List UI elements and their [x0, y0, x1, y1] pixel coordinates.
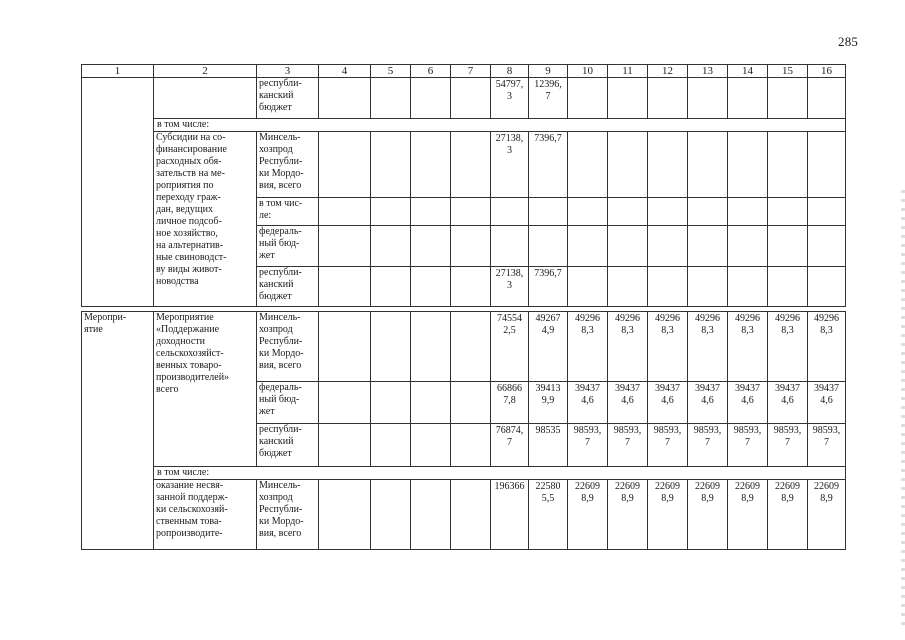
funding-source: Минсель- хозпрод Республи- ки Мордо- вия, всего — [257, 132, 319, 198]
table-row — [82, 132, 846, 198]
value-cell: 49296 8,3 — [608, 312, 648, 382]
value-cell: 49296 8,3 — [648, 312, 688, 382]
in-that-label: в том числе: — [154, 467, 846, 480]
column-number: 9 — [529, 65, 568, 78]
page-number: 285 — [838, 34, 859, 49]
scan-binding-edge — [901, 190, 905, 630]
value-cell: 39437 4,6 — [768, 382, 808, 424]
funding-source: Минсель- хозпрод Республи- ки Мордо- вия, всего — [257, 312, 319, 382]
value-cell: 22609 8,9 — [768, 480, 808, 550]
funding-source: федераль- ный бюд- жет — [257, 382, 319, 424]
column-number: 16 — [808, 65, 846, 78]
value-cell: 22609 8,9 — [688, 480, 728, 550]
value-cell: 39413 9,9 — [529, 382, 568, 424]
value-cell: 49296 8,3 — [728, 312, 768, 382]
value-cell: 39437 4,6 — [568, 382, 608, 424]
value-cell: 7396,7 — [529, 132, 568, 198]
value-cell: 12396, 7 — [529, 78, 568, 119]
value-cell: 98593, 7 — [648, 424, 688, 467]
column-number: 2 — [154, 65, 257, 78]
measure-description: Мероприятие «Поддержание доходности сельскохозяйст- венных товаро- производителей» всего — [154, 312, 257, 467]
table-row — [82, 467, 846, 480]
measure-type: Меропри- ятие — [82, 312, 154, 550]
budget-table-continued — [81, 311, 846, 550]
column-number: 1 — [82, 65, 154, 78]
column-number: 6 — [411, 65, 451, 78]
in-that-label: в том числе: — [154, 119, 846, 132]
table-row — [82, 312, 846, 382]
value-cell: 27138, 3 — [491, 132, 529, 198]
value-cell: 22609 8,9 — [728, 480, 768, 550]
value-cell: 27138, 3 — [491, 267, 529, 307]
column-number: 7 — [451, 65, 491, 78]
value-cell: 98593, 7 — [568, 424, 608, 467]
funding-source: республи- канский бюджет — [257, 267, 319, 307]
value-cell: 98593, 7 — [608, 424, 648, 467]
funding-source: республи- канский бюджет — [257, 424, 319, 467]
value-cell: 98535 — [529, 424, 568, 467]
value-cell: 49296 8,3 — [768, 312, 808, 382]
column-number: 14 — [728, 65, 768, 78]
column-number: 8 — [491, 65, 529, 78]
value-cell: 98593, 7 — [728, 424, 768, 467]
column-number: 10 — [568, 65, 608, 78]
value-cell: 7396,7 — [529, 267, 568, 307]
value-cell: 22580 5,5 — [529, 480, 568, 550]
value-cell: 39437 4,6 — [688, 382, 728, 424]
column-number: 13 — [688, 65, 728, 78]
table-row — [82, 119, 846, 132]
value-cell: 66866 7,8 — [491, 382, 529, 424]
value-cell: 22609 8,9 — [568, 480, 608, 550]
funding-source: республи- канский бюджет — [257, 78, 319, 119]
value-cell: 22609 8,9 — [808, 480, 846, 550]
value-cell: 76874, 7 — [491, 424, 529, 467]
column-number: 11 — [608, 65, 648, 78]
value-cell: 49267 4,9 — [529, 312, 568, 382]
value-cell: 39437 4,6 — [808, 382, 846, 424]
value-cell: 196366 — [491, 480, 529, 550]
value-cell: 74554 2,5 — [491, 312, 529, 382]
value-cell: 98593, 7 — [808, 424, 846, 467]
column-number: 3 — [257, 65, 319, 78]
measure-description: оказание несвя- занной поддерж- ки сельскохозяй- ственным това- ропроизводите- — [154, 480, 257, 550]
funding-source: Минсель- хозпрод Республи- ки Мордо- вия, всего — [257, 480, 319, 550]
value-cell: 54797, 3 — [491, 78, 529, 119]
value-cell: 49296 8,3 — [808, 312, 846, 382]
value-cell: 39437 4,6 — [648, 382, 688, 424]
table-row — [82, 78, 846, 119]
value-cell: 22609 8,9 — [648, 480, 688, 550]
column-number-row — [82, 65, 846, 78]
funding-source: в том чис- ле: — [257, 198, 319, 226]
value-cell: 22609 8,9 — [608, 480, 648, 550]
column-number: 5 — [371, 65, 411, 78]
column-number: 15 — [768, 65, 808, 78]
value-cell: 49296 8,3 — [688, 312, 728, 382]
empty-cell — [154, 78, 257, 119]
value-cell: 98593, 7 — [768, 424, 808, 467]
column-number: 4 — [319, 65, 371, 78]
budget-table — [81, 64, 846, 307]
measure-description: Субсидии на со- финансирование расходных обя- зательств на ме- роприятия по переходу граж- дан, ведущих личное подсоб- ное хозяйство, на альтернатив- ные свиноводст- ву виды живот- новодства — [154, 132, 257, 307]
value-cell: 49296 8,3 — [568, 312, 608, 382]
funding-source: федераль- ный бюд- жет — [257, 226, 319, 267]
value-cell: 98593, 7 — [688, 424, 728, 467]
empty-cell — [82, 78, 154, 307]
value-cell: 39437 4,6 — [728, 382, 768, 424]
table-row — [82, 480, 846, 550]
column-number: 12 — [648, 65, 688, 78]
value-cell: 39437 4,6 — [608, 382, 648, 424]
